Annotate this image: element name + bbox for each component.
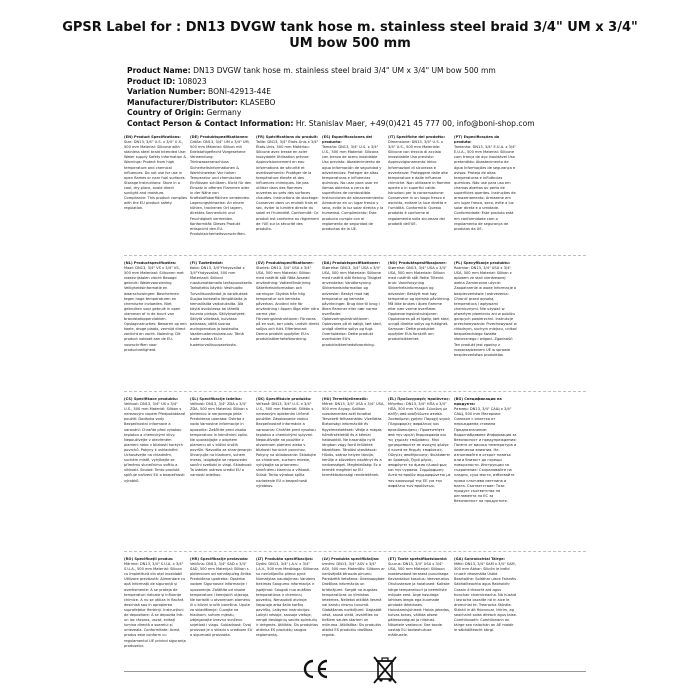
- spec-text: Velikost: DN13, 3/4" US x 3/4" U.S., 500 mm Materiál: Silikon s nerezovým copem Předpokládané použití: Dodávka vody Bezpečnostní informace a varování: Chraňte před vysokou teplotou a chemickými vlivy. Nepoužívejte v otevřeném plameni nebo v blízkosti horkých povrchů. Pokyny k uskladnění: Uchovávejte na chladném, suchém místě, vyhýbejte se přímému slunečnímu světlu a vlhkosti. Soulad: Tento produkt splňuje nařízení EU o bezpečnosti výrobků.: [124, 402, 186, 483]
- weee-crossed-bin-icon: [368, 652, 402, 686]
- spec-heading: (ET) Toote spetsifikatsioonid:: [388, 557, 448, 561]
- spec-text: Dimensione: DN13, 3/4" U.S. x 3/4" U.S., 500 mm Materiale: Silicone con treccia di acciaio inossidabile Uso previsto: Approvvigionamento idrico Informazioni di sicurezza e avvertenze: Proteggere dalle alte temperature e dalle influenze chimiche. Non utilizzare in fiamme aperte o in superfici calde. Istruzioni per la conservazione: Conservare in un luogo fresco e asciutto, evitare la luce diretta e l'umidità. Conformità: Questo prodotto è conforme al regolamento sulla sicurezza dei prodotti dell'UE.: [388, 140, 451, 226]
- spec-heading: (PL) Specyfikacje produktu:: [454, 261, 511, 265]
- spec-heading: (FI) Tuotetiedot:: [190, 261, 224, 265]
- spec-cell: [190, 135, 256, 253]
- spec-cell: [388, 135, 454, 253]
- spec-text: Koko: DN13, 3/4"Yhdysvallat x 3/4"Yhdysvallat, 500 mm Materiaali: Silikoni ruostumattomalla teräspunoksella Tarkoitettu käyttö: Vesihuolto Turvallisuustiedot ja varoitukset: Suojaa korkealta lämpötilalta ja kemiallisilta vaikutuksilta. Älä käytä avotulessa tai lähellä kuumia pintoja. Säilytysohjeet: Säilytä viileässä, kuivassa paikassa, vältä suoraa auringonvaloa ja kosteutta. Vaatimustenmukaisuus: Tämä tuote vastaa EU:n tuoteturvallisuusasetusta.: [190, 266, 252, 347]
- spec-heading: (CS) Specifikace produktu:: [124, 397, 179, 401]
- spec-heading: (SV) Produktspecifikationer:: [256, 261, 314, 265]
- spec-cell: [322, 261, 388, 389]
- spec-cell: [520, 397, 586, 549]
- spec-heading: (HR) Specifikacije proizvoda:: [190, 557, 249, 561]
- spec-heading: (ES) Especificaciones del producto:: [322, 135, 373, 145]
- spec-text: Størrelse: DN13, 3/4" USA x 3/4" USA, 500 mm Materiale: Silikon med rustfritt stål flette Tiltenkt bruk: Vannforsyning Sikkerhetsinformasjon og advarsler: Beskytt mot høy temperatur og kjemisk påvirkning. Må ikke brukes i åpen flamme eller nær varme overflater. Oppbevaringsinstruksjoner: Oppbevares på et kjølig, tørt sted, unngå direkte sollys og fuktighet. Samsvar: Dette produktet oppfyller EUs forskrift om produktsikkerhet.: [388, 266, 451, 342]
- spec-text: Méid: DN13, 3/4" SAM x 3/4" SAM, 500 mm Ábhar: Silicón le bréid cruach dhosmálta Úsáid Beartaithe: Soláthar uisce Faisnéis Sábháilteachta agus Rabhaidh: Cosain ó theocht ard agus tionchair cheimiceacha. Ná húsáid i lasracha oscailte nó in aice le dromchlaí te. Treoracha Stórála: Stóráil in áit fhionnuar, thirim, ag seachaint solas díreach agus taise. Comhlíonadh: Comhlíonann an táirge seo rialachán an AE maidir le sábháilteacht táirgí.: [454, 562, 517, 633]
- spec-cell: [322, 397, 388, 549]
- spec-text: Taille: DN13, 3/4" États-Unis x 3/4" États-Unis, 500 mm Matériau: Silicone avec tresse en acier inoxydable Utilisation prévue: Approvisionnement en eau Informations de sécurité et avertissements: Protéger de la température élevée et des influences chimiques. Ne pas utiliser dans des flammes ouvertes ou près des surfaces chaudes. Instructions de stockage: Conserver dans un endroit frais et sec, éviter la lumière directe du soleil et l'humidité. Conformité: Ce produit est conforme au règlement de l'UE sur la sécurité des produits.: [256, 140, 319, 231]
- spec-cell: [454, 397, 520, 549]
- spec-cell: [322, 135, 388, 253]
- compliance-icons: [0, 652, 700, 686]
- band-divider: [124, 255, 586, 256]
- spec-heading: (FR) Spécifications du produit:: [256, 135, 319, 139]
- spec-cell: [520, 135, 586, 253]
- spec-cell: [388, 261, 454, 389]
- spec-heading: (DA) Produktspecifikationer:: [322, 261, 381, 265]
- spec-text: Dydis: DN13, 3/4" J.A.V. x 3/4" J.A.V., 500 mm Medžiaga: Silikonas su nerūdijančio plieno pynė Numatytas naudojimas: Vandens tiekimas Saugumo informacija ir įspėjimai: Saugoti nuo aukštos temperatūros ir cheminių poveikių. Nenaudoti atviroje liepsnoje arba šalia karštų paviršių. Laikymo instrukcijos: Laikyti vėsioje, sausoje vietoje, vengti tiesioginių saulės spindulių ir drėgmės. Atitiktis: Šis produktas atitinka ES produktų saugos reglamentą.: [256, 562, 319, 638]
- spec-cell: [256, 261, 322, 389]
- spec-heading: (NL) Productspecificaties:: [124, 261, 177, 265]
- band-divider: [124, 551, 586, 552]
- info-row-variation-number: Variation Number: BONI-42913-44E: [127, 87, 272, 97]
- spec-cell: [124, 397, 190, 549]
- spec-heading: (EN) Product Specifications:: [124, 135, 181, 139]
- info-row-contact: Contact Person & Contact Information: Hr. Stanislav Maer, +49(0)421 45 777 00, info@boni-shop.com: [127, 118, 535, 128]
- info-row-product-id: Product ID: 108023: [127, 76, 207, 86]
- info-row-country: Country of Origin: Germany: [127, 108, 242, 118]
- spec-cell: [256, 135, 322, 253]
- spec-cell: [520, 261, 586, 389]
- product-info: [127, 66, 535, 130]
- spec-text: Mărime: DN13, 3/4" S.U.A. x 3/4" S.U.A., 500 mm Material: Silicon cu împletitură din oțel inoxidabil Utilizare prevăzută: Alimentare cu apă Informații de siguranță și avertismente: A se proteja de temperaturi ridicate și influențe chimice. A nu se utiliza în flacără deschisă sau în apropierea suprafețelor fierbinți. Instrucțiuni de depozitare: A se depozita într-un loc răcoros, uscat, evitați lumina directă a soarelui și umezeala. Conformitate: Acest produs este conform cu regulamentul UE privind siguranța produselor.: [124, 562, 186, 648]
- info-row-manufacturer: Manufacturer/Distributor: KLASEBO: [127, 97, 276, 107]
- spec-heading: (LV) Produkta specifikācijas:: [322, 557, 380, 561]
- spec-cell: [388, 397, 454, 549]
- spec-heading: (RO) Specificații produs:: [124, 557, 174, 561]
- spec-heading: (EL) Προδιαγραφές προϊόντος:: [388, 397, 450, 401]
- spec-text: Størrelse: DN13, 3/4" USA x 3/4" USA, 500 mm Materiale: Silikone med rustfrit stål fletning Tilsigtet anvendelse: Vandforsyning Sikkerhedsinformation og advarsler: Beskyt mod høj temperatur og kemiske påvirkninger. Brug ikke til brug i åben flammer eller nær varme overflader. Opbevaringsinstruktioner: Opbevares på et køligt, tørt sted, undgå direkte sollys og fugt. Overholdelse: Dette produkt overholder EU's produktsikkerhedsforordning.: [322, 266, 382, 347]
- spec-cell: [454, 261, 520, 389]
- spec-cell: [190, 397, 256, 549]
- spec-text: Veľkosť: DN13, 3/4" U.S. x 3/4" U.S., 500 mm Materiál: Silikón s nerezovým opletením Určené použitie: Zásobovanie vodou Bezpečnostné informácie a varovania: Chráňte pred vysokou teplotou a chemickými vplyvmi. Nepoužívajte na použitie v otvorenom plameni alebo v blízkosti horúcich povrchov. Pokyny na skladovanie: Skladujte na chladnom, suchom mieste, vyhýbajte sa priamemu slnečnému žiareniu a vlhkosti. Súlad: Tento výrobok spĺňa nariadenie EÚ o bezpečnosti výrobkov.: [256, 402, 317, 488]
- spec-text: Suurus: DN13, 3/4" USA x 3/4" USA, 500 mm Materjal: Silikoon roostevabast terasest punutisega Kavandatud kasutus: Veevarustus Ohutusteave ja hoiatused: Kaitske kõrge temperatuuri ja keemiliste mõjude eest. Ärge kasutage lahtises leegis ega kuumade pindade läheduses. Hoiustamisjuhised: Hoida jahedas, kuivas kohas, vältida otsest päikesevalgust ja niiskust. Nõuetele vastavus: See toode vastab ELi tooteohutuse määrusele.: [388, 562, 451, 638]
- spec-text: Storlek: DN13, 3/4" USA x 3/4" USA, 500 mm Material: Silikon med rostfritt stål fläta Avsedd användning: Vattenförsörjning Säkerhetsinformation och varningar: Skydda från hög temperatur och kemiska påverkan. Använd inte för användning i öppen låga eller nära varma ytor. Förvaringsinstruktioner: Förvaras på en sval, torr plats, undvik direkt solljus och fukt. Efterlevnad: Denna produkt uppfyller EU:s produktsäkerhetsförordning.: [256, 266, 319, 342]
- page-title: GPSR Label for : DN13 DVGW tank hose m. stainless steel braid 3/4" UM x 3/4" UM bow 500 mm: [62, 20, 638, 51]
- spec-heading: (DE) Produktspezifikationen:: [190, 135, 249, 139]
- spec-heading: (IT) Specifiche del prodotto:: [388, 135, 446, 139]
- spec-cell: [124, 135, 190, 253]
- spec-text: Tamanho: DN13, 3/4" E.U.A. x 3/4" E.U.A., 500 mm Material: Silicone com trança de aço inoxidável Uso pretendido: Abastecimento de água Informações de segurança e avisos: Proteja de altas temperaturas e influências químicas. Não use para uso em chamas abertas ou perto de superfícies quentes. Instruções de armazenamento: Armazene em um lugar fresco, seco, evite a luz solar direta e a umidade. Conformidade: Este produto está em conformidade com o regulamento de segurança de produtos da UE.: [454, 145, 517, 231]
- spec-text: Größe: DN13, 3/4" UM x 3/4" UM, 500 mm Material: Silikon mit Edelstahlgeflecht Vorgesehene Verwendung: Trinkwasseranschluss Sicherheitsinformationen & Warnhinweise: Vor hohen Temperatur und chemischen Einflüssen schützen. Nicht für den Einsatz in offenen Flammen oder in der Nähe von Kraftstoffoberflächen verwenden. Lagerungshinweise: An einem kühlen, trockenen Ort lagern, direktes Sonnenlicht und Feuchtigkeit vermeiden. Konformität: Dieses Produkt entspricht den EU-Produktsicherheitsvorschriften.: [190, 140, 252, 236]
- spec-cell: [124, 261, 190, 389]
- spec-heading: (HU) Termékjellemzők:: [322, 397, 368, 401]
- spec-text: Size: DN13, 3/4" U.S. x 3/4" U.S., 500 mm Material: Silicone with stainless steel braid Intended Use: Water supply Safety Information & Warnings: Protect from high temperature and chemical influences. Do not use for use in open flames or near fuel surfaces. Storage Instructions: Store in a cool, dry place, avoid direct sunlight and moisture. Compliance: This product complies with the EU product safety regulation.: [124, 140, 187, 211]
- spec-text: Rozmiar: DN13, 3/4" USA x 3/4" USA, 500 mm Materiał: Silikon z oplotem ze stali nierdzewnej wełna Zamierzone użycie: Zaopatrzenie w wodę Informacje o bezpieczeństwie i ostrzeżenia: Chronić przed wysoką temperaturą i wpływami chemicznymi. Nie używać w otwartym płomieniu ani w pobliżu gorących powierzchni. Instrukcje przechowywania: Przechowywać w chłodnym, suchym miejscu, unikać bezpośredniego światła słonecznego i wilgoci. Zgodność: Ten produkt jest zgodny z rozporządzeniem UE w sprawie bezpieczeństwa produktów.: [454, 266, 517, 357]
- spec-heading: (BG) Спецификации на продукта:: [454, 397, 502, 407]
- spec-text: Maat: DN13, 3/4" VS x 3/4" VS, 500 mm Materiaal: Siliconen met roestvrijstalen vlecht Beoogd gebruik: Watervoorziening Veiligheidsinformatie en waarschuwingen: Beschermen tegen hoge temperaturen en chemische invloeden. Niet gebruiken voor gebruik in open vlammen of in de buurt van brandstofoppervlakken. Opslaginstructies: Bewaren op een koele, droge plaats, vermijd direct zonlicht en vocht. Naleving: Dit product voldoet aan de EU-voorschriften voor productveiligheid.: [124, 266, 187, 352]
- spec-heading: (LT) Produkto specifikacijos:: [256, 557, 314, 561]
- spec-text: Μέγεθος: DN13, 3/4" ΗΠΑ x 3/4" ΗΠΑ, 500 mm Υλικό: Σιλικόνη με πλέξη από ανοξείδωτο ατσάλι Σκοπούμενη χρήση: Παροχή νερού Πληροφορίες ασφάλειας και προειδοποιήσεις: Προστατέψτε από την υψηλή θερμοκρασία και τις χημικές επιδράσεις. Μην χρησιμοποιείτε σε ανοιχτή φλόγα ή κοντά σε θερμές επιφάνειες. Οδηγίες αποθήκευσης: Φυλάσσετε σε δροσερό, ξηρό μέρος, αποφύγετε το άμεσο ηλιακό φως και την υγρασία. Συμμόρφωση: Αυτό το προϊόν συμμορφώνεται με τον κανονισμό της ΕΕ για την ασφάλεια των προϊόντων.: [388, 402, 451, 488]
- spec-heading: (SL) Specifikacije izdelka:: [190, 397, 242, 401]
- spec-text: Velikost: DN13, 3/4" ZDA x 3/4" ZDA, 500 mm Material: Silikon s pletenico iz nerjavnega jekla Predvidena uporaba: Oskrba z vodo Varnostne informacije in opozorila: Zaščitite pred visoko temperaturo in kemičnimi vplivi. Ne uporabljajte v odprtem plamenu ali v bližini vročih površin. Navodila za shranjevanje: Shranjujte na hladnem, suhem mestu, izogibajte se neposredni sončni svetlobi in vlagi. Skladnost: Ta izdelek ustreza uredbi EU o varnosti izdelkov.: [190, 402, 253, 478]
- spec-heading: (PT) Especificações do produto:: [454, 135, 500, 145]
- spec-heading: (NO) Produktspesifikasjoner:: [388, 261, 447, 265]
- ce-mark-icon: [298, 652, 332, 686]
- spec-heading: (GA) Sonraíochtaí Táirge:: [454, 557, 505, 561]
- spec-cell: [454, 135, 520, 253]
- spec-cell: [256, 397, 322, 549]
- spec-text: Méret: DN13, 3/4" USA x 3/4" USA, 500 mm Anyag: Szilikon rozsdamentes acél fonattal Tervezett felhasználás: Vízellátás Biztonsági információk és figyelmeztetések: Védje a magas hőmérséklettől és a kémiai hatásoktól. Ne használja nyílt lángban vagy forró felületek közelében. Tárolási utasítások: Hűvös, száraz helyen tárolja, kerülje a közvetlen napfényt és a nedvességet. Megfelelőség: Ez a termék megfelel az EU termékbiztonsági rendeletének.: [322, 402, 385, 478]
- specifications-grid: [124, 135, 586, 677]
- spec-text: Размер: DN13, 3/4" САЩ x 3/4" САЩ, 500 mm Материал: Силикон с оплетка от неръждаема стомана Предназначение: Водоснабдяване Информация за безопасност и предупреждения: Пазете от висока температура и химически влияния. Не използвайте в открит пламък или в близост до горещи повърхности. Инструкции за съхранение: Съхранявайте на хладно, сухо място, избягвайте пряка слънчева светлина и влага. Съответствие: Този продукт съответства на регламента на ЕС за безопасност на продуктите.: [454, 407, 517, 503]
- info-row-product-name: Product Name: DN13 DVGW tank hose m. stainless steel braid 3/4" UM x 3/4" UM bow 500 mm: [127, 66, 496, 75]
- spec-cell: [190, 261, 256, 389]
- spec-text: Tamaño: DN13, 3/4" U.S. x 3/4" U.S., 500 mm Material: Silicona con trenza de acero inoxidable Uso previsto: Abastecimiento de agua Información de seguridad y advertencias: Proteger de altas temperaturas e influencias químicas. No usar para usar en llamas abiertas o cerca de superficies de combustible. Instrucciones de almacenamiento: Almacenar en un lugar fresco y seco, evite la luz solar directa y la humedad. Cumplimiento: Este producto cumple con el reglamento de seguridad de productos de la UE.: [322, 145, 385, 231]
- spec-text: Veličina: DN13, 3/4" SAD x 3/4" SAD, 500 mm Materijal: Silikon s pletenicom od nehrđajućeg čelika Predviđena upotreba: Opskrba vodom Sigurnosne informacije i upozorenja: Zaštitite od visoke temperature i kemijskih utjecaja. Ne koristiti u otvorenom plamenu ili u blizini vrućih površina. Upute za skladištenje: Čuvajte na hladnom, suhom mjestu, izbjegavajte izravnu sunčevu svjetlost i vlagu. Sukladnost: Ovaj proizvod je u skladu s uredbom EU o sigurnosti proizvoda.: [190, 562, 253, 638]
- spec-text: Izmērs: DN13, 3/4" ASV x 3/4" ASV, 500 mm Materiāls: Silikons ar nerūsējošā tērauda pinumu Paredzētā lietošana: Ūdensapgāde Drošības informācija un brīdinājumi: Sargāt no augstas temperatūras un ķīmiskas ietekmes. Nelietot atklātā liesmā vai karstu virsmu tuvumā. Glabāšanas norādījumi: Uzglabāt vēsā, sausā vietā, izvairīties no tiešiem saules stariem un mitruma. Atbilstība: Šis produkts atbilst ES produktu drošības regulai.: [322, 562, 385, 638]
- band-divider: [124, 391, 586, 392]
- spec-heading: (SK) Špecifikácie produktu:: [256, 397, 312, 401]
